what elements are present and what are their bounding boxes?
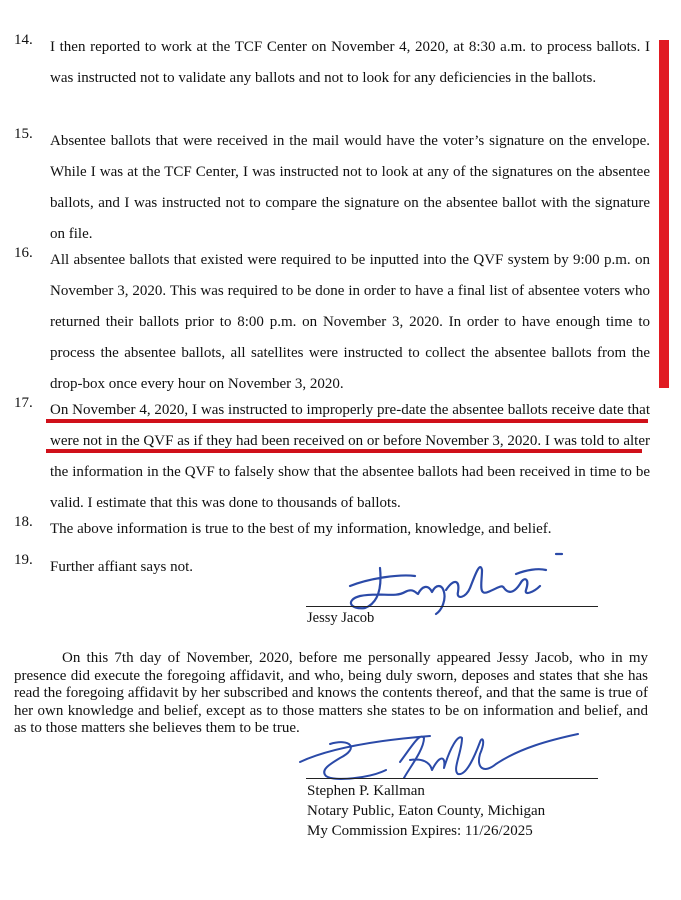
paragraph-text: Further affiant says not. [50,559,194,575]
paragraph-text: All absentee ballots that existed were required to be inputted into the QVF system by 9:00 p.m. on November 3, 2020. This was required to be done in order to have a final list of absentee voters who returned their ballots prior to 8:00 p.m. on November 3, 2020. In order to have enough time to process the absentee ballots, all satellites were instructed to collect the absentee ballots from the drop-box once every hour on November 3, 2020. [50,252,650,392]
paragraph-text: Absentee ballots that were received in the mail would have the voter’s signature on the envelope. While I was at the TCF Center, I was instructed not to look at any of the signatures on the absentee ballots, and I was instructed not to compare the signature on the absentee ballot with the signature on file. [50,133,650,242]
notary-commission-expiry: My Commission Expires: 11/26/2025 [307,823,533,839]
paragraph-number: 16. [14,245,33,261]
notary-block [307,781,545,841]
affiant-signature-line [306,606,598,607]
notary-title: Notary Public, Eaton County, Michigan [307,803,546,819]
paragraph-text: I then reported to work at the TCF Center on November 4, 2020, at 8:30 a.m. to process ballots. I was instructed not to validate any ballots and not to look for any deficiencies in the ballots. [50,39,650,86]
affiant-name: Jessy Jacob [307,610,375,626]
paragraph-number: 18. [14,514,33,530]
paragraph-number: 17. [14,395,33,411]
highlight-underline [46,449,642,453]
affiant-signature [320,548,580,618]
highlight-margin-bar [659,40,669,388]
notary-paragraph: On this 7th day of November, 2020, before me personally appeared Jessy Jacob, who in my presence did execute the foregoing affidavit, and who, being duly sworn, deposes and states that she has read the foregoing affidavit by her subscribed and knows the contents thereof, and that the same is true of her own knowledge and belief, except as to those matters she states to be on information and belief, and as to those matters she believes them to be true. [14,650,648,736]
paragraph-text: The above information is true to the best of my information, knowledge, and belief. [50,521,552,537]
notary-name: Stephen P. Kallman [307,783,425,799]
highlight-underline [46,419,648,423]
notary-signature-line [306,778,598,779]
paragraph-number: 19. [14,552,33,568]
paragraph-text: On November 4, 2020, I was instructed to improperly pre-date the absentee ballots receive date that were not in the QVF as if they had been received on or before November 3, 2020. I was told to alter the information in the QVF to falsely show that the absentee ballots had been received in time to be valid. I estimate that this was done to thousands of ballots. [50,402,650,511]
paragraph-number: 14. [14,32,33,48]
paragraph-number: 15. [14,126,33,142]
